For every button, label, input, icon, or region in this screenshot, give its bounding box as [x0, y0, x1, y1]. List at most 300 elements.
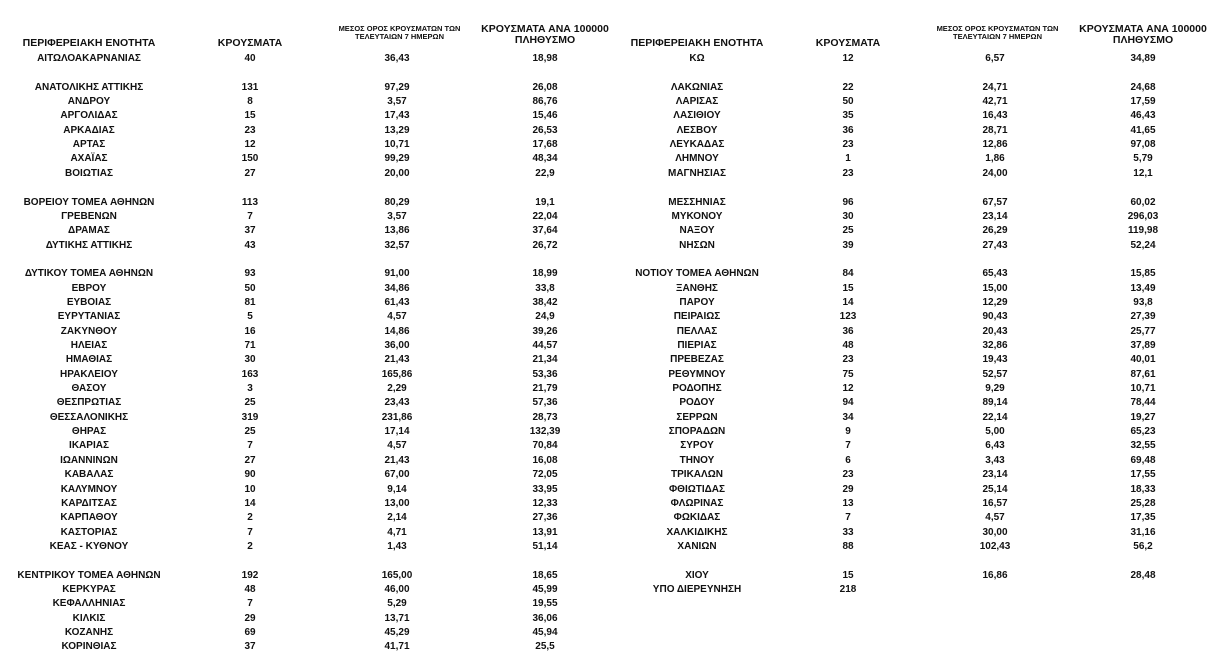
region-name-cell: ΚΟΖΑΝΗΣ [64, 627, 114, 638]
avg7-cell: 1,43 [387, 540, 407, 552]
cases-cell: 50 [842, 96, 854, 108]
per100k-cell: 32,55 [1130, 440, 1156, 452]
avg7-cell: 30,00 [982, 526, 1008, 538]
region-name-cell: ΒΟΡΕΙΟΥ ΤΟΜΕΑ ΑΘΗΝΩΝ [23, 196, 155, 208]
cases-cell: 14 [244, 497, 256, 509]
region-name-cell: ΑΡΤΑΣ [72, 139, 106, 151]
region-name-cell: ΦΘΙΩΤΙΔΑΣ [668, 483, 726, 495]
region-name-cell: ΚΙΛΚΙΣ [72, 612, 106, 624]
avg7-cell: 14,86 [384, 325, 410, 337]
per100k-cell: 26,08 [532, 81, 558, 93]
avg7-cell: 19,43 [982, 354, 1008, 366]
region-name-cell: ΕΥΒΟΙΑΣ [66, 296, 112, 308]
per100k-cell: 17,59 [1130, 96, 1156, 108]
cases-cell: 25 [842, 225, 854, 237]
table-row [0, 138, 1222, 152]
per100k-cell: 56,2 [1133, 540, 1153, 552]
avg7-cell: 24,71 [982, 81, 1008, 93]
per100k-cell: 41,65 [1130, 124, 1156, 136]
region-name-cell: ΑΝΑΤΟΛΙΚΗΣ ΑΤΤΙΚΗΣ [34, 81, 144, 93]
region-name-cell: ΑΧΑΪΑΣ [70, 153, 108, 165]
avg7-cell: 67,57 [982, 196, 1008, 208]
avg7-cell: 12,29 [982, 296, 1008, 308]
table-row [0, 196, 1222, 210]
avg7-cell: 6,57 [985, 53, 1005, 64]
region-name-cell: ΔΥΤΙΚΗΣ ΑΤΤΙΚΗΣ [45, 239, 133, 251]
per100k-cell: 37,64 [532, 225, 558, 237]
per100k-cell: 52,24 [1130, 239, 1156, 251]
per100k-cell: 22,9 [535, 167, 555, 179]
avg7-cell: 97,29 [384, 81, 410, 93]
per100k-cell: 5,79 [1133, 153, 1153, 165]
region-name-cell: ΦΛΩΡΙΝΑΣ [670, 497, 724, 509]
per100k-cell: 40,01 [1130, 354, 1156, 366]
cases-cell: 150 [241, 153, 259, 165]
per100k-cell: 10,71 [1130, 383, 1156, 395]
cases-cell: 7 [247, 598, 253, 610]
avg7-cell: 91,00 [384, 268, 410, 280]
avg7-cell: 24,00 [982, 167, 1008, 179]
region-name-cell: ΜΕΣΣΗΝΙΑΣ [668, 196, 726, 208]
region-name-cell: ΑΝΔΡΟΥ [67, 96, 111, 108]
per100k-cell: 46,43 [1130, 110, 1156, 122]
cases-cell: 15 [842, 282, 854, 294]
region-name-cell: ΔΡΑΜΑΣ [68, 225, 110, 237]
cases-cell: 50 [244, 282, 256, 294]
cases-cell: 27 [244, 454, 256, 466]
region-name-cell: ΛΕΣΒΟΥ [676, 124, 718, 136]
table-row [0, 81, 1222, 95]
table-row [0, 396, 1222, 410]
per100k-cell: 24,68 [1130, 81, 1156, 93]
per100k-cell: 51,14 [532, 540, 558, 552]
cases-cell: 30 [244, 354, 256, 366]
cases-cell: 75 [842, 368, 854, 380]
region-name-cell: ΚΕΡΚΥΡΑΣ [62, 583, 116, 595]
avg7-cell: 36,43 [384, 53, 410, 64]
per100k-cell: 21,34 [532, 354, 558, 366]
avg7-cell: 90,43 [982, 311, 1008, 323]
header-region-right: ΠΕΡΙΦΕΡΕΙΑΚΗ ΕΝΟΤΗΤΑ [630, 37, 764, 49]
cases-cell: 23 [842, 167, 854, 179]
table-row [0, 382, 1222, 396]
region-name-cell: ΚΑΡΠΑΘΟΥ [60, 512, 118, 524]
avg7-cell: 61,43 [384, 296, 410, 308]
per100k-cell: 27,36 [532, 512, 558, 524]
per100k-cell: 19,1 [535, 196, 555, 208]
per100k-cell: 12,33 [532, 497, 558, 509]
per100k-cell: 48,34 [532, 153, 558, 165]
per100k-cell: 25,28 [1130, 497, 1156, 509]
table-row [0, 454, 1222, 468]
per100k-cell: 28,73 [532, 411, 558, 423]
per100k-cell: 25,5 [535, 641, 555, 653]
region-name-cell: ΤΗΝΟΥ [679, 454, 715, 466]
table-row [0, 267, 1222, 281]
cases-cell: 319 [241, 411, 259, 423]
per100k-cell: 18,65 [532, 569, 558, 581]
cases-cell: 9 [845, 426, 851, 438]
per100k-cell: 26,72 [532, 239, 558, 251]
avg7-cell: 67,00 [384, 469, 410, 481]
cases-cell: 2 [247, 540, 253, 552]
per100k-cell: 15,85 [1130, 268, 1156, 280]
region-name-cell: ΘΑΣΟΥ [71, 383, 107, 395]
cases-cell: 23 [244, 124, 256, 136]
per100k-cell: 69,48 [1130, 454, 1156, 466]
region-name-cell: ΡΕΘΥΜΝΟΥ [668, 368, 726, 380]
table-row [0, 597, 1222, 611]
per100k-cell: 33,95 [532, 483, 558, 495]
region-name-cell: ΦΩΚΙΔΑΣ [673, 512, 721, 524]
avg7-cell: 32,86 [982, 340, 1008, 351]
cases-cell: 93 [244, 268, 256, 280]
per100k-cell: 296,03 [1127, 210, 1159, 222]
per100k-cell: 45,99 [532, 583, 558, 595]
avg7-cell: 2,14 [387, 512, 407, 524]
cases-cell: 81 [244, 296, 256, 308]
region-name-cell: ΚΕΑΣ - ΚΥΘΝΟΥ [49, 540, 129, 552]
header-avg7-right: ΜΕΣΟΣ ΟΡΟΣ ΚΡΟΥΣΜΑΤΩΝ ΤΩΝ ΤΕΛΕΥΤΑΙΩΝ 7 ΗΜΕΡΩΝ [936, 24, 1059, 41]
avg7-cell: 17,14 [384, 426, 410, 438]
cases-cell: 23 [842, 354, 854, 366]
cases-cell: 113 [241, 196, 259, 208]
table-row [0, 239, 1222, 253]
table-row [0, 569, 1222, 583]
per100k-cell: 26,53 [532, 124, 558, 136]
cases-cell: 7 [247, 210, 253, 222]
avg7-cell: 4,57 [985, 512, 1005, 524]
per100k-cell: 34,89 [1130, 53, 1156, 64]
avg7-cell: 4,71 [387, 526, 407, 538]
cases-cell: 29 [842, 483, 854, 495]
avg7-cell: 13,00 [384, 497, 410, 509]
region-name-cell: ΓΡΕΒΕΝΩΝ [61, 210, 117, 222]
avg7-cell: 45,29 [384, 627, 410, 638]
cases-cell: 163 [241, 368, 259, 380]
per100k-cell: 21,79 [532, 383, 558, 395]
region-name-cell: ΚΑΡΔΙΤΣΑΣ [61, 497, 117, 509]
table-row [0, 511, 1222, 525]
per100k-cell: 16,08 [532, 454, 558, 466]
cases-cell: 43 [244, 239, 256, 251]
avg7-cell: 46,00 [384, 583, 410, 595]
region-name-cell: ΗΛΕΙΑΣ [70, 340, 108, 351]
avg7-cell: 9,29 [985, 383, 1005, 395]
region-name-cell: ΛΑΡΙΣΑΣ [675, 96, 719, 108]
table-row [0, 95, 1222, 109]
cases-cell: 6 [845, 454, 851, 466]
per100k-cell: 36,06 [532, 612, 558, 624]
cases-cell: 218 [839, 583, 857, 595]
per100k-cell: 38,42 [532, 296, 558, 308]
cases-cell: 25 [244, 397, 256, 409]
region-name-cell: ΝΑΞΟΥ [679, 225, 715, 237]
per100k-cell: 57,36 [532, 397, 558, 409]
avg7-cell: 10,71 [384, 139, 410, 151]
cases-cell: 123 [839, 311, 857, 323]
avg7-cell: 13,71 [384, 612, 410, 624]
per100k-cell: 78,44 [1130, 397, 1156, 409]
cases-cell: 8 [247, 96, 253, 108]
per100k-cell: 119,98 [1127, 225, 1159, 237]
table-row [0, 224, 1222, 238]
avg7-cell: 12,86 [982, 139, 1008, 151]
avg7-cell: 16,57 [982, 497, 1008, 509]
cases-cell: 48 [244, 583, 256, 595]
cases-cell: 25 [244, 426, 256, 438]
header-cases-right: ΚΡΟΥΣΜΑΤΑ [815, 37, 881, 49]
cases-cell: 96 [842, 196, 854, 208]
per100k-cell: 87,61 [1130, 368, 1156, 380]
per100k-cell: 44,57 [532, 340, 558, 351]
region-name-cell: ΧΑΛΚΙΔΙΚΗΣ [666, 526, 728, 538]
cases-cell: 131 [241, 81, 259, 93]
cases-cell: 15 [244, 110, 256, 122]
per100k-cell: 65,23 [1130, 426, 1156, 438]
region-name-cell: ΗΡΑΚΛΕΙΟΥ [60, 368, 118, 380]
per100k-cell: 12,1 [1133, 167, 1153, 179]
per100k-cell: 97,08 [1130, 139, 1156, 151]
region-name-cell: ΑΡΓΟΛΙΔΑΣ [60, 110, 118, 122]
cases-cell: 7 [845, 512, 851, 524]
region-name-cell: ΧΙΟΥ [685, 569, 709, 581]
region-name-cell: ΙΚΑΡΙΑΣ [69, 440, 109, 452]
avg7-cell: 1,86 [985, 153, 1005, 165]
table-row [0, 124, 1222, 138]
region-name-cell: ΜΥΚΟΝΟΥ [671, 210, 723, 222]
cases-cell: 5 [247, 311, 253, 323]
cases-cell: 7 [247, 440, 253, 452]
table-row [0, 425, 1222, 439]
cases-cell: 15 [842, 569, 854, 581]
avg7-cell: 13,29 [384, 124, 410, 136]
per100k-cell: 31,16 [1130, 526, 1156, 538]
cases-cell: 12 [244, 139, 256, 151]
avg7-cell: 16,86 [982, 569, 1008, 581]
avg7-cell: 231,86 [381, 411, 413, 423]
header-per100k-right: ΚΡΟΥΣΜΑΤΑ ΑΝΑ 100000 ΠΛΗΘΥΣΜΟ [1079, 23, 1207, 47]
avg7-cell: 25,14 [982, 483, 1008, 495]
per100k-cell: 18,33 [1130, 483, 1156, 495]
per100k-cell: 28,48 [1130, 569, 1156, 581]
avg7-cell: 4,57 [387, 311, 407, 323]
avg7-cell: 3,57 [387, 210, 407, 222]
cases-cell: 10 [244, 483, 256, 495]
cases-cell: 23 [842, 469, 854, 481]
per100k-cell: 17,55 [1130, 469, 1156, 481]
avg7-cell: 9,14 [387, 483, 407, 495]
region-name-cell: ΠΡΕΒΕΖΑΣ [670, 354, 724, 366]
avg7-cell: 6,43 [985, 440, 1005, 452]
avg7-cell: 32,57 [384, 239, 410, 251]
region-name-cell: ΘΕΣΣΑΛΟΝΙΚΗΣ [49, 411, 129, 423]
per100k-cell: 45,94 [532, 627, 558, 638]
region-name-cell: ΗΜΑΘΙΑΣ [65, 354, 113, 366]
cases-cell: 40 [244, 53, 256, 64]
region-name-cell: ΚΕΝΤΡΙΚΟΥ ΤΟΜΕΑ ΑΘΗΝΩΝ [17, 569, 161, 581]
per100k-cell: 70,84 [532, 440, 558, 452]
per100k-cell: 72,05 [532, 469, 558, 481]
region-name-cell: ΠΕΙΡΑΙΩΣ [673, 311, 721, 323]
avg7-cell: 16,43 [982, 110, 1008, 122]
cases-cell: 84 [842, 268, 854, 280]
avg7-cell: 80,29 [384, 196, 410, 208]
region-name-cell: ΝΟΤΙΟΥ ΤΟΜΕΑ ΑΘΗΝΩΝ [635, 268, 759, 280]
header-avg7-left: ΜΕΣΟΣ ΟΡΟΣ ΚΡΟΥΣΜΑΤΩΝ ΤΩΝ ΤΕΛΕΥΤΑΙΩΝ 7 ΗΜΕΡΩΝ [338, 24, 461, 41]
per100k-cell: 53,36 [532, 368, 558, 380]
region-name-cell: ΝΗΣΩΝ [679, 239, 715, 251]
region-name-cell: ΣΠΟΡΑΔΩΝ [668, 426, 726, 438]
avg7-cell: 22,14 [982, 411, 1008, 423]
table-row [0, 210, 1222, 224]
region-name-cell: ΠΕΛΛΑΣ [676, 325, 718, 337]
table-row [0, 497, 1222, 511]
region-name-cell: ΧΑΝΙΩΝ [677, 540, 717, 552]
region-name-cell: ΙΩΑΝΝΙΝΩΝ [60, 454, 118, 466]
region-name-cell: ΛΕΥΚΑΔΑΣ [669, 139, 725, 151]
table-row [0, 167, 1222, 181]
avg7-cell: 15,00 [982, 282, 1008, 294]
cases-cell: 3 [247, 383, 253, 395]
avg7-cell: 36,00 [384, 340, 410, 351]
region-name-cell: ΚΑΣΤΟΡΙΑΣ [60, 526, 118, 538]
per100k-cell: 13,49 [1130, 282, 1156, 294]
region-name-cell: ΜΑΓΝΗΣΙΑΣ [667, 167, 726, 179]
table-row [0, 526, 1222, 540]
avg7-cell: 4,57 [387, 440, 407, 452]
avg7-cell: 20,43 [982, 325, 1008, 337]
cases-cell: 22 [842, 81, 854, 93]
avg7-cell: 5,29 [387, 598, 407, 610]
table-row [0, 640, 1222, 654]
avg7-cell: 2,29 [387, 383, 407, 395]
avg7-cell: 26,29 [982, 225, 1008, 237]
per100k-cell: 27,39 [1130, 311, 1156, 323]
cases-cell: 36 [842, 124, 854, 136]
avg7-cell: 21,43 [384, 454, 410, 466]
region-name-cell: ΞΑΝΘΗΣ [676, 282, 718, 294]
per100k-cell: 15,46 [532, 110, 558, 122]
cases-cell: 29 [244, 612, 256, 624]
cases-cell: 16 [244, 325, 256, 337]
cases-cell: 13 [842, 497, 854, 509]
region-name-cell: ΠΑΡΟΥ [679, 296, 715, 308]
per100k-cell: 86,76 [532, 96, 558, 108]
avg7-cell: 5,00 [985, 426, 1005, 438]
cases-cell: 69 [244, 627, 256, 638]
cases-cell: 39 [842, 239, 854, 251]
table-row [0, 411, 1222, 425]
region-name-cell: ΔΥΤΙΚΟΥ ΤΟΜΕΑ ΑΘΗΝΩΝ [24, 268, 154, 280]
per100k-cell: 18,99 [532, 268, 558, 280]
avg7-cell: 3,43 [985, 454, 1005, 466]
avg7-cell: 20,00 [384, 167, 410, 179]
avg7-cell: 165,00 [381, 569, 413, 581]
cases-cell: 34 [842, 411, 854, 423]
cases-cell: 88 [842, 540, 854, 552]
cases-cell: 33 [842, 526, 854, 538]
per100k-cell: 60,02 [1130, 196, 1156, 208]
cases-cell: 37 [244, 641, 256, 653]
per100k-cell: 19,55 [532, 598, 558, 610]
per100k-cell: 19,27 [1130, 411, 1156, 423]
cases-cell: 71 [244, 340, 256, 351]
avg7-cell: 17,43 [384, 110, 410, 122]
cases-cell: 12 [842, 383, 854, 395]
region-name-cell: ΚΑΒΑΛΑΣ [64, 469, 114, 481]
cases-cell: 7 [845, 440, 851, 452]
region-name-cell: ΡΟΔΟΠΗΣ [672, 383, 722, 395]
avg7-cell: 42,71 [982, 96, 1008, 108]
avg7-cell: 165,86 [381, 368, 413, 380]
header-cases-left: ΚΡΟΥΣΜΑΤΑ [217, 37, 283, 49]
region-name-cell: ΖΑΚΥΝΘΟΥ [60, 325, 118, 337]
region-name-cell: ΡΟΔΟΥ [679, 397, 715, 409]
avg7-cell: 28,71 [982, 124, 1008, 136]
table-row [0, 282, 1222, 296]
region-name-cell: ΒΟΙΩΤΙΑΣ [65, 167, 113, 179]
region-name-cell: ΚΩ [689, 53, 705, 64]
region-name-cell: ΠΙΕΡΙΑΣ [677, 340, 717, 351]
avg7-cell: 41,71 [384, 641, 410, 653]
table-row [0, 353, 1222, 367]
per100k-cell: 17,68 [532, 139, 558, 151]
region-name-cell: ΘΕΣΠΡΩΤΙΑΣ [56, 397, 122, 409]
region-name-cell: ΕΒΡΟΥ [71, 282, 107, 294]
cases-cell: 192 [241, 569, 259, 581]
table-row [0, 296, 1222, 310]
avg7-cell: 23,14 [982, 469, 1008, 481]
per100k-cell: 93,8 [1133, 296, 1153, 308]
table-row [0, 540, 1222, 554]
avg7-cell: 3,57 [387, 96, 407, 108]
table-row [0, 626, 1222, 640]
per100k-cell: 13,91 [532, 526, 558, 538]
per100k-cell: 24,9 [535, 311, 555, 323]
region-name-cell: ΣΕΡΡΩΝ [676, 411, 718, 423]
cases-cell: 14 [842, 296, 854, 308]
region-name-cell: ΛΗΜΝΟΥ [675, 153, 719, 165]
region-name-cell: ΚΕΦΑΛΛΗΝΙΑΣ [52, 598, 126, 610]
per100k-cell: 37,89 [1130, 340, 1156, 351]
per100k-cell: 25,77 [1130, 325, 1156, 337]
header-per100k-left: ΚΡΟΥΣΜΑΤΑ ΑΝΑ 100000 ΠΛΗΘΥΣΜΟ [481, 23, 609, 47]
cases-cell: 27 [244, 167, 256, 179]
table-row [0, 483, 1222, 497]
table-row [0, 468, 1222, 482]
table-row [0, 325, 1222, 339]
table-row [0, 310, 1222, 324]
cases-cell: 35 [842, 110, 854, 122]
table-row [0, 109, 1222, 123]
avg7-cell: 23,14 [982, 210, 1008, 222]
per100k-cell: 39,26 [532, 325, 558, 337]
header-region-left: ΠΕΡΙΦΕΡΕΙΑΚΗ ΕΝΟΤΗΤΑ [22, 37, 156, 49]
table-row [0, 583, 1222, 597]
avg7-cell: 52,57 [982, 368, 1008, 380]
table-row [0, 612, 1222, 626]
cases-cell: 37 [244, 225, 256, 237]
cases-cell: 30 [842, 210, 854, 222]
region-name-cell: ΑΡΚΑΔΙΑΣ [63, 124, 115, 136]
table-row [0, 368, 1222, 382]
avg7-cell: 102,43 [979, 540, 1011, 552]
cases-cell: 23 [842, 139, 854, 151]
per100k-cell: 132,39 [529, 426, 561, 438]
cases-cell: 12 [842, 53, 854, 64]
cases-cell: 94 [842, 397, 854, 409]
